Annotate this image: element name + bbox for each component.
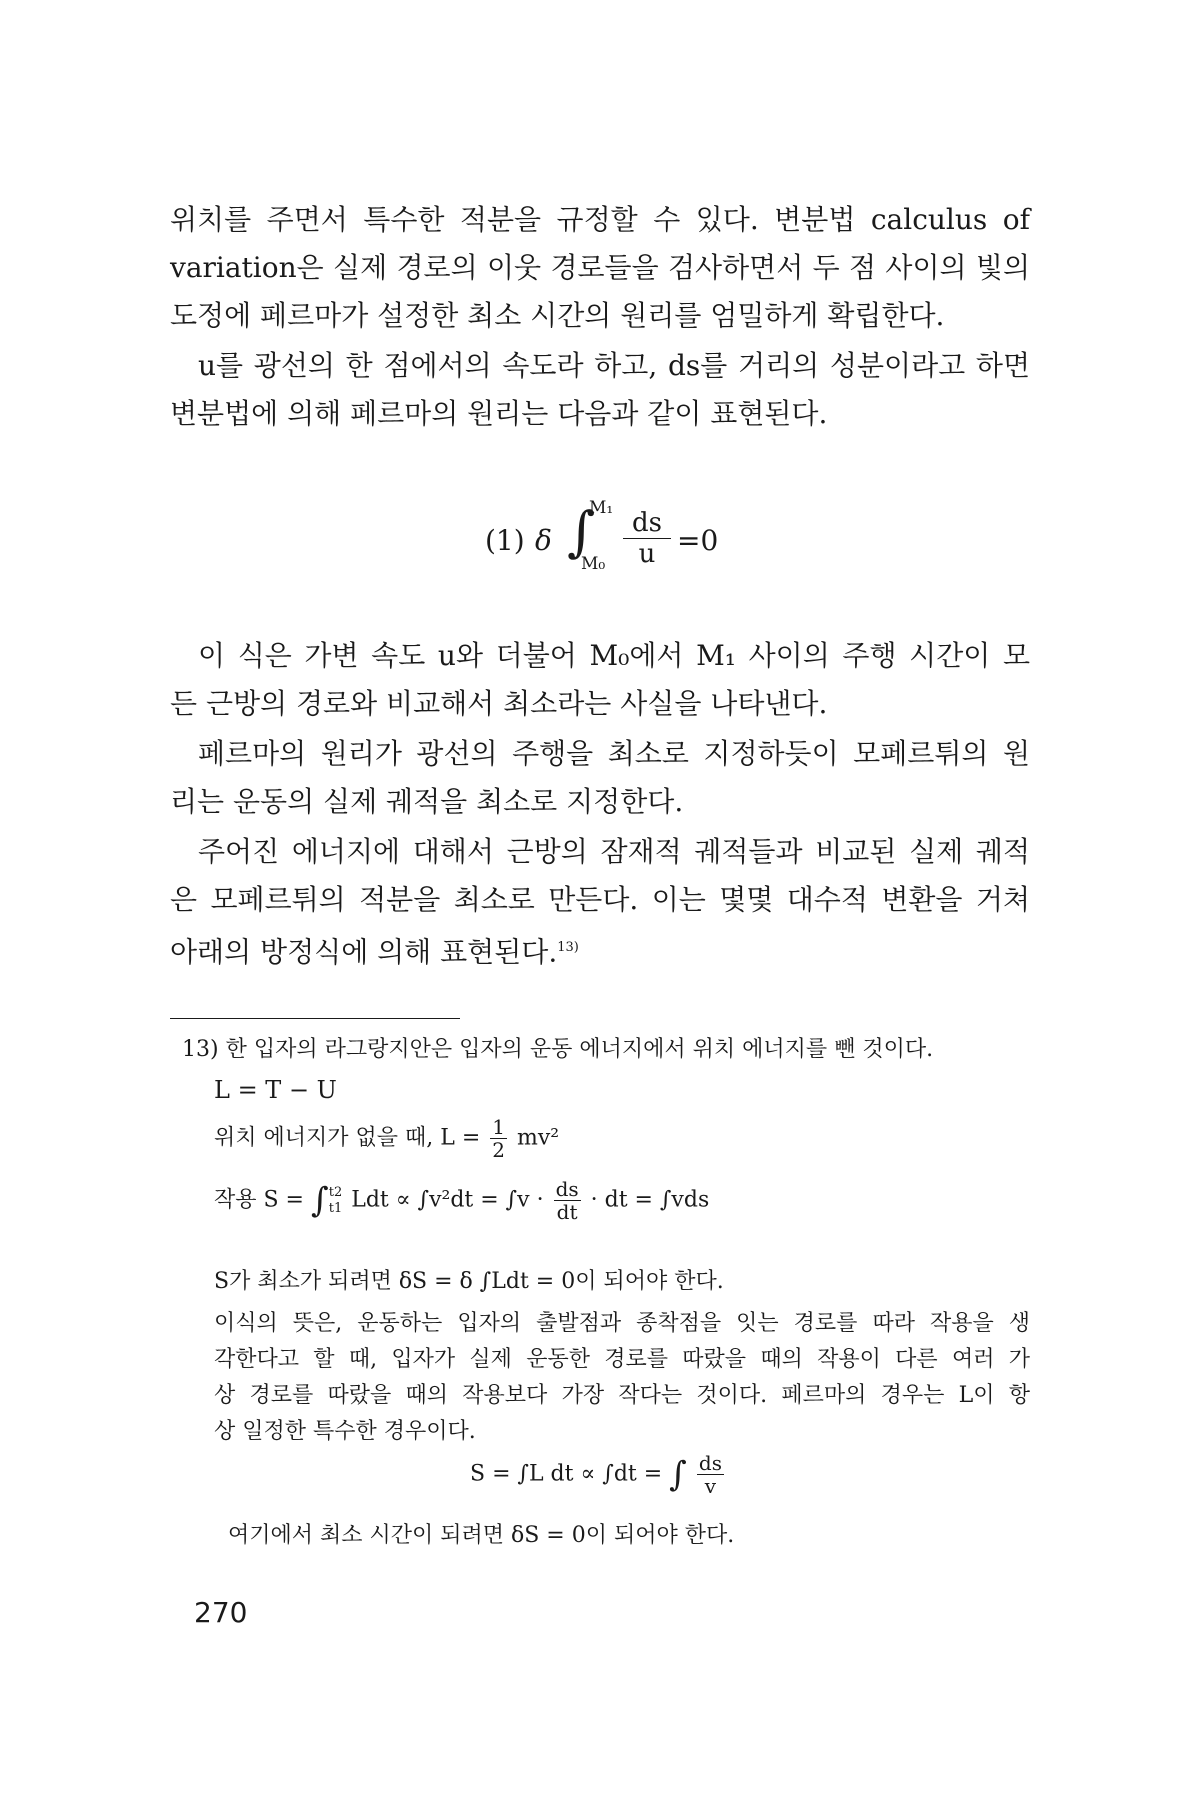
- footnote-line-minimum-condition: S가 최소가 되려면 δS = δ ∫Ldt = 0이 되어야 한다.: [214, 1269, 724, 1294]
- action-middle: Ldt ∝ ∫v²dt = ∫v ·: [351, 1187, 544, 1213]
- integral-lower-limit: M₀: [581, 554, 606, 574]
- text-line: 든 근방의 경로와 비교해서 최소라는 사실을 나타낸다.: [170, 687, 828, 720]
- text-line: 주어진 에너지에 대해서 근방의 잠재적 궤적들과 비교된 실제 궤적: [198, 835, 1030, 868]
- text-line: 아래의 방정식에 의해 표현된다.: [170, 935, 558, 969]
- text-line: u를 광선의 한 점에서의 속도라 하고, ds를 거리의 성분이라고 하면: [198, 349, 1030, 382]
- footnote-line-l-equals: L = T − U: [214, 1076, 337, 1104]
- fraction: [623, 508, 671, 569]
- integral-sign: ∫: [311, 1180, 329, 1221]
- integral-limits: [329, 1185, 343, 1217]
- ds-v-fraction: [697, 1452, 724, 1497]
- fraction-denominator: dt: [556, 1200, 578, 1224]
- footnote-line-lagrangian: 13) 한 입자의 라그랑지안은 입자의 운동 에너지에서 위치 에너지를 뺀 것이다.: [182, 1037, 934, 1062]
- fraction-denominator: u: [638, 539, 656, 569]
- text-line-with-ref: [170, 924, 1030, 976]
- text-line: 각한다고 할 때, 입자가 실제 운동한 경로를 따랐을 때의 작용이 다른 여러 가: [214, 1347, 1030, 1372]
- text-line: 페르마의 원리가 광선의 주행을 최소로 지정하듯이 모페르튀의 원: [198, 737, 1030, 770]
- action-end: · dt = ∫vds: [590, 1187, 710, 1213]
- footnote-line-minimum-time: 여기에서 최소 시간이 되려면 δS = 0이 되어야 한다.: [228, 1523, 735, 1548]
- footnote-line-fermat-action: [470, 1452, 727, 1497]
- fraction-denominator: v: [704, 1474, 717, 1498]
- kinetic-term: mv²: [517, 1125, 560, 1151]
- fermat-action-left: S = ∫L dt ∝ ∫dt =: [470, 1461, 663, 1487]
- kinetic-label: 위치 에너지가 없을 때, L =: [214, 1125, 481, 1151]
- integral-upper-limit: M₁: [589, 498, 614, 518]
- text-line: 상 경로를 따랐을 때의 작용보다 가장 작다는 것이다. 페르마의 경우는 L이 항: [214, 1383, 1030, 1408]
- equation-rhs: =0: [677, 524, 719, 557]
- integral-sign: ∫: [567, 500, 596, 563]
- footnote-line-kinetic: [214, 1116, 559, 1161]
- fraction-numerator: ds: [555, 1177, 579, 1201]
- footnote-reference: 13): [557, 940, 579, 955]
- fraction-numerator: 1: [492, 1115, 506, 1139]
- ds-dt-fraction: [554, 1178, 581, 1223]
- paragraph-maupertuis-integral: [170, 828, 1030, 976]
- delta-symbol: δ: [535, 524, 552, 557]
- page-number: 270: [194, 1596, 248, 1629]
- text-line: 이식의 뜻은, 운동하는 입자의 출발점과 종착점을 잇는 경로를 따라 작용을 생: [214, 1311, 1030, 1336]
- integral-sign: ∫: [669, 1454, 687, 1495]
- text-line: 변분법에 의해 페르마의 원리는 다음과 같이 표현된다.: [170, 397, 828, 430]
- text-line: 상 일정한 특수한 경우이다.: [214, 1419, 476, 1444]
- text-line: 리는 운동의 실제 궤적을 최소로 지정한다.: [170, 785, 684, 818]
- footnote-divider: [170, 1018, 460, 1019]
- integral-lower-limit: t1: [328, 1200, 343, 1216]
- paragraph-fermat-expression: [170, 342, 1030, 438]
- fraction-numerator: ds: [698, 1451, 722, 1475]
- paragraph-calculus-of-variation: [170, 196, 1030, 340]
- text-line: 위치를 주면서 특수한 적분을 규정할 수 있다. 변분법 calculus of: [170, 203, 1030, 236]
- footnote-line-action: [214, 1178, 709, 1223]
- fraction-numerator: ds: [623, 508, 671, 539]
- footnote-paragraph-meaning: [214, 1306, 1030, 1450]
- text-line: 이 식은 가변 속도 u와 더불어 M₀에서 M₁ 사이의 주행 시간이 모: [198, 639, 1030, 672]
- half-fraction: [490, 1116, 507, 1161]
- text-line: 은 모페르튀의 적분을 최소로 만든다. 이는 몇몇 대수적 변환을 거쳐: [170, 883, 1030, 916]
- text-line: 도정에 페르마가 설정한 최소 시간의 원리를 엄밀하게 확립한다.: [170, 299, 945, 332]
- equation-1: [455, 498, 719, 578]
- paragraph-equation-meaning: [170, 632, 1030, 728]
- action-label: 작용 S =: [214, 1187, 304, 1213]
- equation-number: (1): [485, 524, 525, 557]
- fraction-denominator: 2: [492, 1138, 506, 1162]
- text-line: variation은 실제 경로의 이웃 경로들을 검사하면서 두 점 사이의 빛의: [170, 251, 1030, 284]
- paragraph-maupertuis-principle: [170, 730, 1030, 826]
- integral-upper-limit: t2: [328, 1184, 343, 1200]
